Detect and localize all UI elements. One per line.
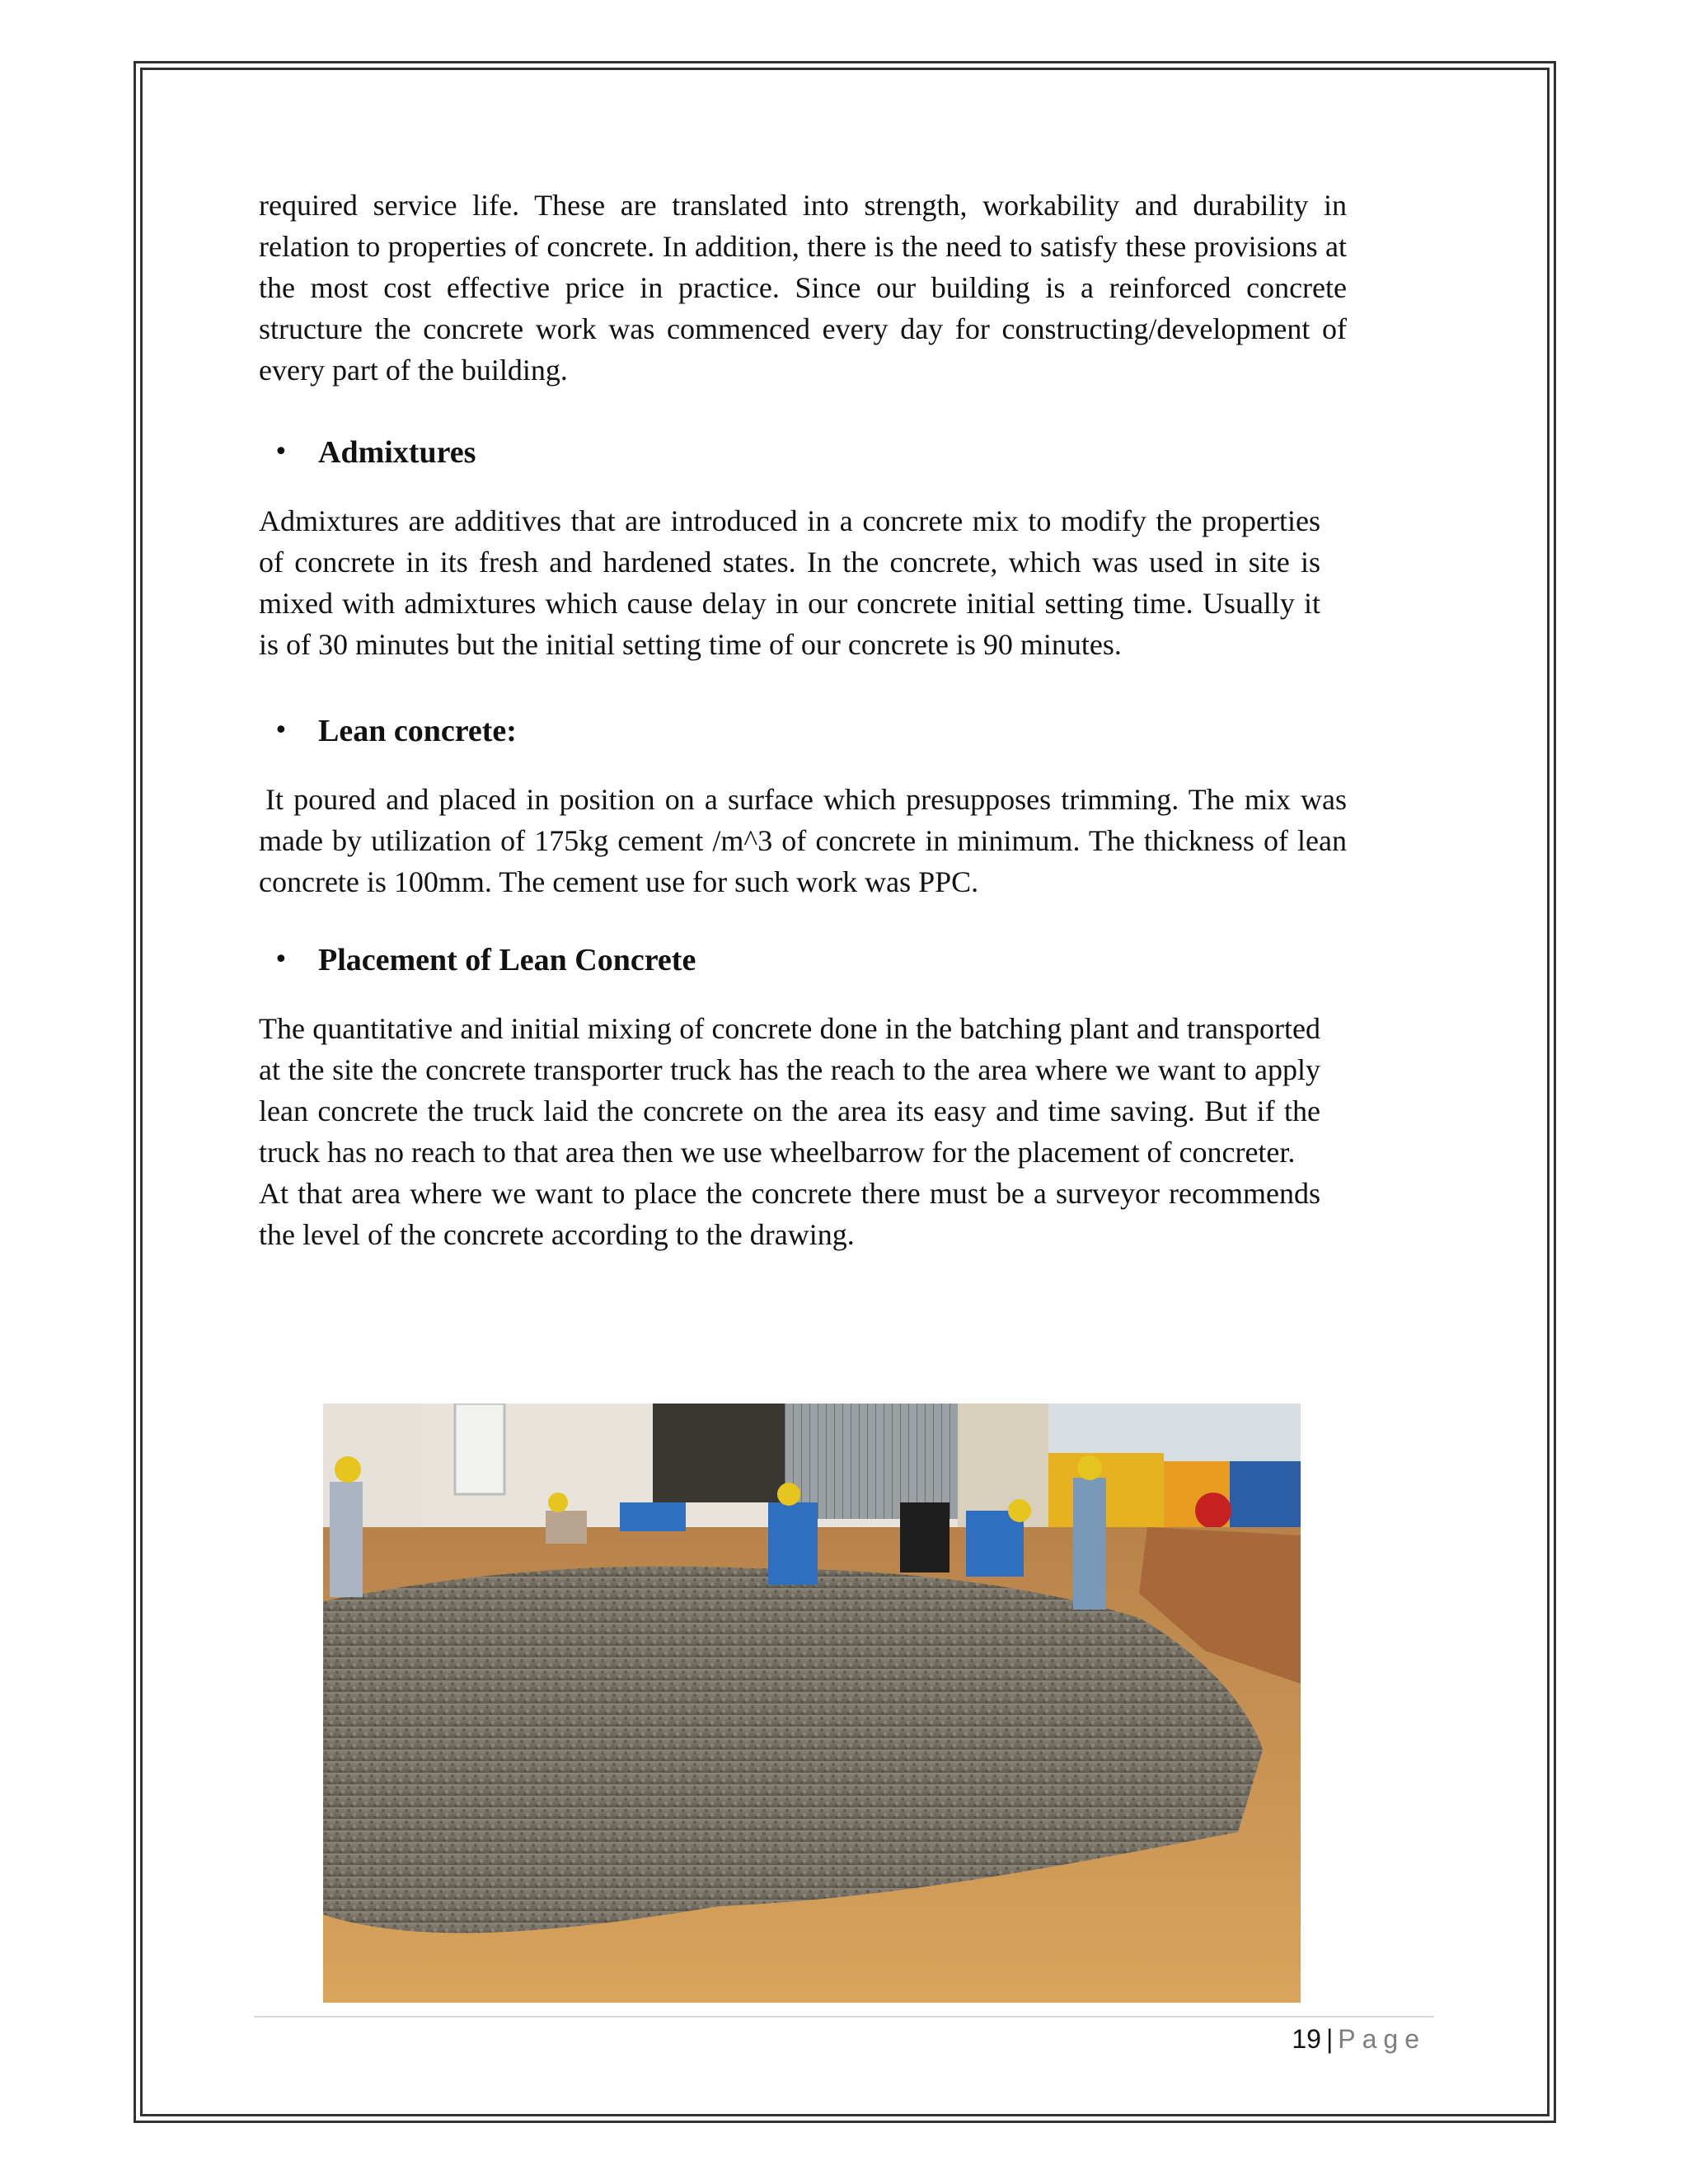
page-footer <box>1286 2021 1426 2057</box>
lean-concrete-paragraph: It poured and placed in position on a surface which presupposes trimming. The mix was made by utilization of 175kg cement /m^3 of concrete in minimum. The thickness of lean concrete is 100mm. The cement use for such work was PPC. <box>259 783 1347 898</box>
bullet-icon: • <box>274 438 288 466</box>
page-label: Page <box>1338 2024 1426 2054</box>
admixtures-paragraph: Admixtures are additives that are introduced in a concrete mix to modify the properties of concrete in its fresh and hardened states. In the concrete, which was used in site is mixed with admixtures which cause delay in our concrete initial setting time. Usually it is of 30 minutes but the initial setting time of our concrete is 90 minutes. <box>259 504 1320 661</box>
page-number: 19 <box>1292 2024 1321 2054</box>
placement-paragraph-1: The quantitative and initial mixing of concrete done in the batching plant and transported at the site the concrete transporter truck has the reach to the area where we want to apply lean concrete the truck laid the concrete on the area its easy and time saving. But if the truck has no reach to that area then we use wheelbarrow for the placement of concreter. <box>259 1012 1320 1169</box>
footer-divider <box>254 2016 1434 2018</box>
page-content <box>259 185 1347 1255</box>
section-heading-placement <box>259 940 1347 981</box>
bullet-icon: • <box>274 945 288 974</box>
placement-paragraph-2: At that area where we want to place the concrete there must be a surveyor recommends the level of the concrete according to the drawing. <box>259 1177 1320 1251</box>
section-heading-text: Placement of Lean Concrete <box>318 943 696 977</box>
construction-site-photo <box>323 1404 1301 2003</box>
section-heading-text: Lean concrete: <box>318 714 517 748</box>
section-heading-text: Admixtures <box>318 435 476 470</box>
section-heading-lean-concrete <box>259 710 1347 752</box>
bullet-icon: • <box>274 716 288 745</box>
intro-paragraph: required service life. These are translated into strength, workability and durability in relation to properties of concrete. In addition, there is the need to satisfy these provisions at the most cost effective price in practice. Since our building is a reinforced concrete structure the concrete work was commenced every day for constructing/development of every part of the building. <box>259 189 1347 387</box>
section-heading-admixtures <box>259 432 1347 473</box>
footer-separator: | <box>1325 2024 1334 2054</box>
